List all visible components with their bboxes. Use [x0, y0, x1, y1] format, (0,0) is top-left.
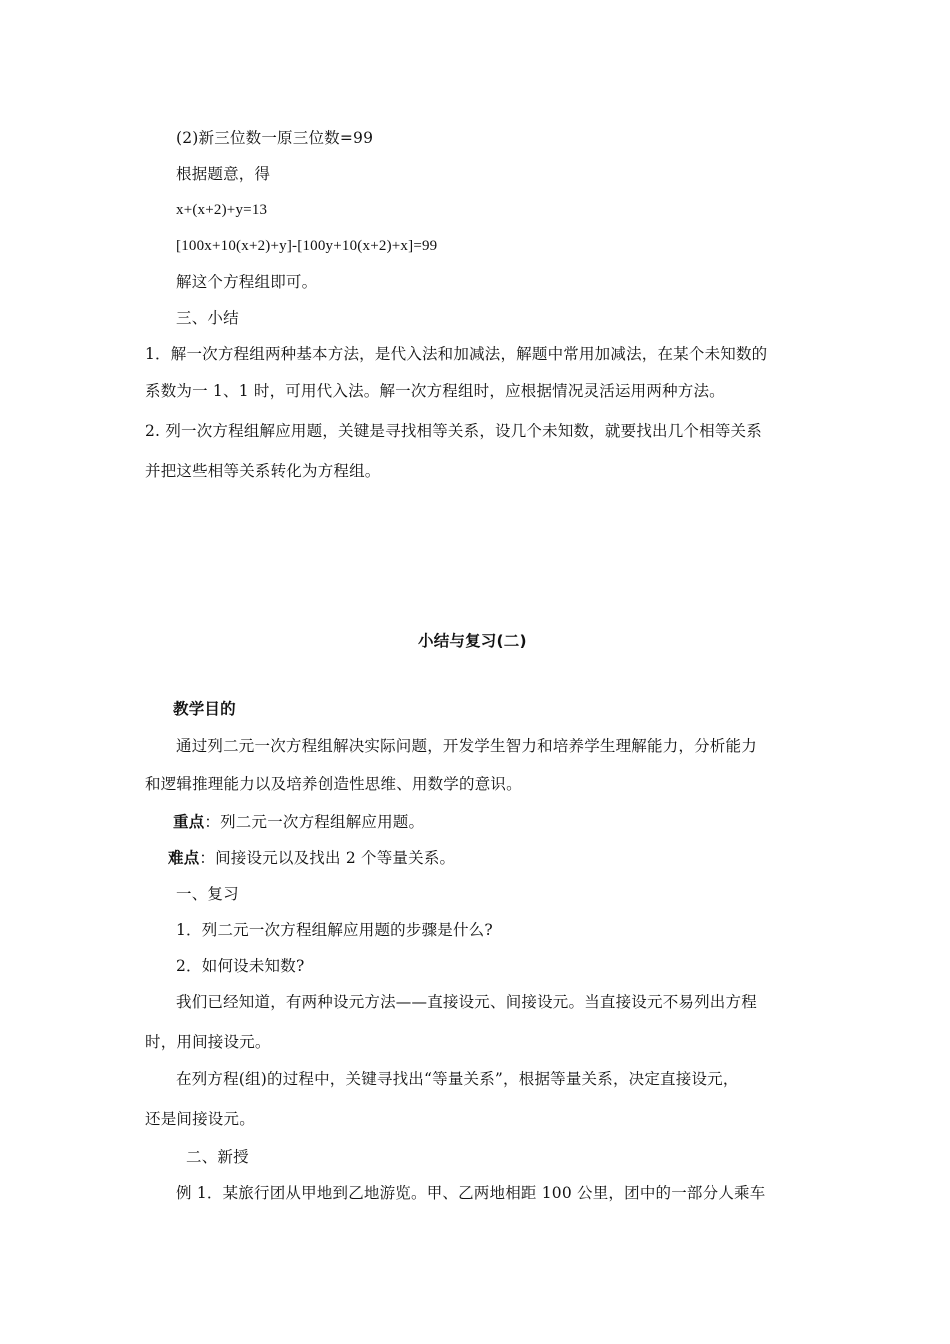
condition-2: (2)新三位数一原三位数=99: [176, 129, 374, 147]
solve-text: 解这个方程组即可。: [176, 273, 318, 291]
according-text: 根据题意，得: [176, 165, 271, 183]
section-review-heading: 一、复习: [176, 885, 239, 903]
section-new-heading: 二、新授: [186, 1148, 249, 1166]
summary-2-line-1: 2. 列一次方程组解应用题，关键是寻找相等关系，设几个未知数，就要找出几个相等关系: [145, 422, 762, 440]
example-1-text: 例 1．某旅行团从甲地到乙地游览。甲、乙两地相距 100 公里，团中的一部分人乘车: [176, 1184, 766, 1202]
goal-line-2: 和逻辑推理能力以及培养创造性思维、用数学的意识。: [145, 775, 522, 793]
goal-line-1: 通过列二元一次方程组解决实际问题，开发学生智力和培养学生理解能力，分析能力: [176, 737, 757, 755]
page-title: 小结与复习(二): [418, 632, 527, 650]
summary-1-line-2: 系数为一 1、1 时，可用代入法。解一次方程组时，应根据情况灵活运用两种方法。: [145, 382, 725, 400]
section-summary-heading: 三、小结: [176, 309, 239, 327]
key-point-text: ：列二元一次方程组解应用题。: [204, 813, 425, 831]
paragraph-2-line-2: 还是间接设元。: [145, 1110, 255, 1128]
paragraph-1-line-2: 时，用间接设元。: [145, 1033, 271, 1051]
difficulty-point: [168, 848, 455, 868]
difficulty-label: 难点: [168, 849, 200, 867]
summary-1-line-1: 1．解一次方程组两种基本方法，是代入法和加减法，解题中常用加减法，在某个未知数的: [145, 345, 768, 363]
review-question-2: 2．如何设未知数?: [176, 957, 305, 975]
review-question-1: 1．列二元一次方程组解应用题的步骤是什么?: [176, 921, 493, 939]
paragraph-1-line-1: 我们已经知道，有两种设元方法——直接设元、间接设元。当直接设元不易列出方程: [176, 993, 757, 1011]
equation-2: [100x+10(x+2)+y]-[100y+10(x+2)+x]=99: [176, 238, 438, 254]
equation-1: x+(x+2)+y=13: [176, 202, 268, 218]
key-point: [173, 812, 424, 832]
key-point-label: 重点: [173, 813, 205, 831]
summary-2-line-2: 并把这些相等关系转化为方程组。: [145, 462, 381, 480]
difficulty-text: ：间接设元以及找出 2 个等量关系。: [199, 849, 456, 867]
goal-heading: 教学目的: [173, 700, 236, 718]
paragraph-2-line-1: 在列方程(组)的过程中，关键寻找出“等量关系”，根据等量关系，决定直接设元，: [176, 1070, 739, 1088]
